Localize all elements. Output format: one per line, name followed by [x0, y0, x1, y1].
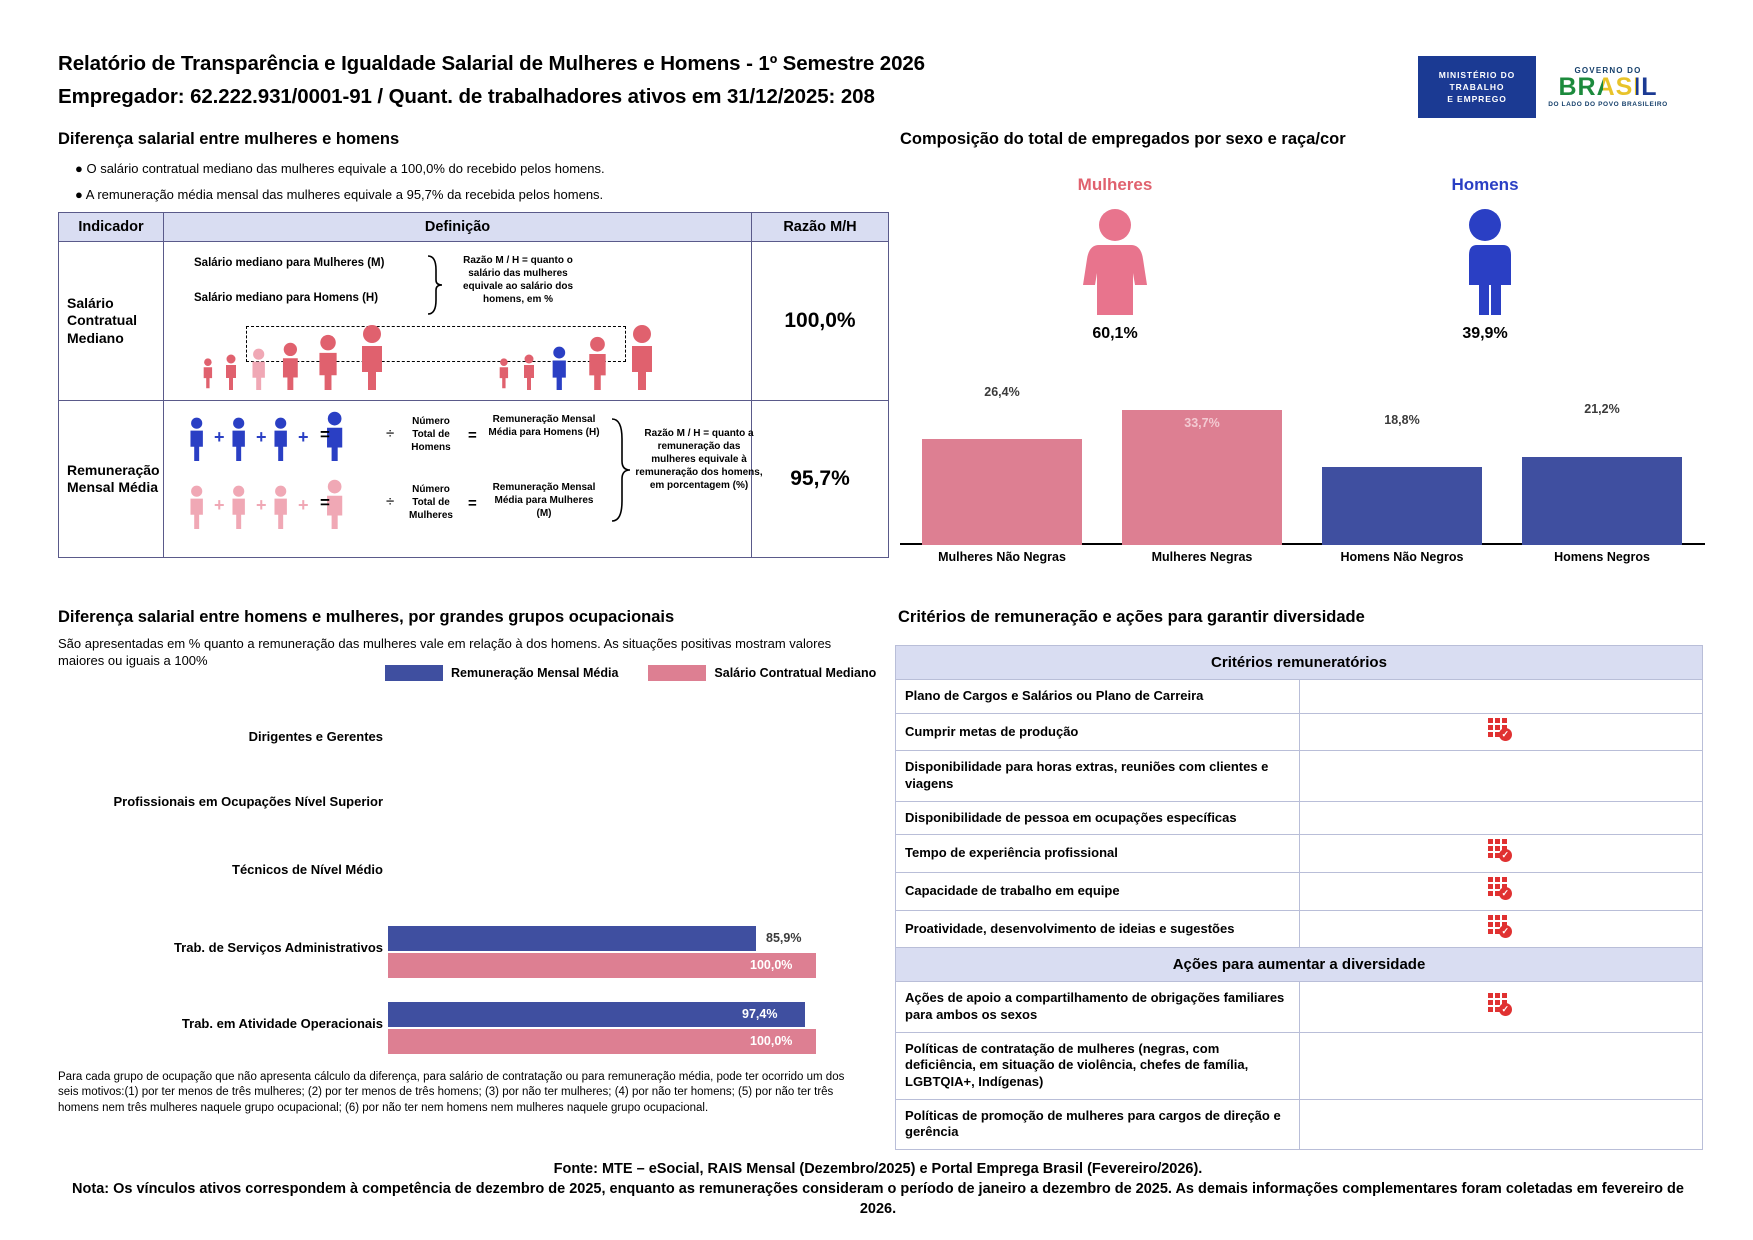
- occ-value-administrativos-salario: 100,0%: [750, 958, 793, 972]
- bar-label-homens-negros: Homens Negros: [1554, 550, 1650, 564]
- diversity-item-promocao: Políticas de promoção de mulheres para cargos de direção e gerência: [896, 1099, 1300, 1149]
- occ-label-operacionais: Trab. em Atividade Operacionais: [181, 1016, 383, 1031]
- brace-icon: [426, 254, 444, 316]
- criteria-header-row: [896, 646, 1703, 680]
- criteria-item-proatividade: Proatividade, desenvolvimento de ideias e sugestões: [896, 910, 1300, 948]
- divide-sign-women: ÷: [386, 493, 395, 510]
- women-figure: [955, 207, 1275, 315]
- criteria-item-plano-cargos: Plano de Cargos e Salários ou Plano de Carreira: [896, 680, 1300, 714]
- definition-diagram-2: [168, 405, 763, 553]
- table-row: [59, 242, 889, 401]
- criteria-mark-equipe: [1299, 872, 1703, 910]
- equals-sign-women: =: [320, 493, 330, 512]
- svg-text:+: +: [214, 427, 225, 447]
- occ-value-administrativos-remuneracao: 85,9%: [766, 931, 802, 945]
- government-logos: [1418, 56, 1680, 118]
- indicators-table-wrap: [58, 212, 888, 558]
- table-row: [896, 801, 1703, 835]
- gov-logo-bottom: DO LADO DO POVO BRASILEIRO: [1548, 101, 1668, 108]
- mte-logo-line3: E EMPREGO: [1447, 94, 1507, 105]
- people-icons-left: [198, 324, 448, 390]
- gov-brasil-logo: [1536, 56, 1680, 118]
- divide-sign-men: ÷: [386, 425, 395, 442]
- criteria-header-remuneration: Critérios remuneratórios: [896, 646, 1703, 680]
- legend-swatch-salario: [648, 665, 706, 681]
- occupational-subtitle: São apresentadas em % quanto a remuneração das mulheres vale em relação à dos homens. As situações positivas mostram valores maiores ou iguais a 100%: [58, 636, 832, 668]
- bar-label-homens-nao-negros: Homens Não Negros: [1340, 550, 1464, 564]
- man-icon: [1445, 207, 1525, 315]
- bullet-1: ● O salário contratual mediano das mulheres equivale a 100,0% do recebido pelos homens.: [75, 161, 605, 176]
- women-formula-icons: [188, 479, 358, 534]
- occ-row-dirigentes: [58, 725, 888, 757]
- ratio-remuneracao-media: 95,7%: [752, 401, 889, 558]
- criteria-mark-metas: [1299, 713, 1703, 751]
- occ-label-administrativos: Trab. de Serviços Administrativos: [173, 940, 383, 955]
- check-icon: ✓: [1488, 915, 1514, 939]
- composition-section-title: Composição do total de empregados por sexo e raça/cor: [900, 130, 1346, 148]
- table-row: [896, 910, 1703, 948]
- svg-text:+: +: [298, 427, 309, 447]
- men-figure: [1325, 207, 1645, 315]
- woman-icon: [1075, 207, 1155, 315]
- col-definicao: Definição: [164, 213, 752, 242]
- criteria-section-title: Critérios de remuneração e ações para garantir diversidade: [898, 608, 1365, 626]
- equals-sign-men: =: [320, 425, 330, 444]
- table-row: [896, 713, 1703, 751]
- women-icons-formula: [188, 479, 358, 529]
- mte-logo-line1: MINISTÉRIO DO: [1438, 69, 1516, 80]
- bar-value-homens-negros: 21,2%: [1584, 402, 1620, 416]
- men-divider-label: Número Total de Homens: [411, 416, 451, 453]
- criteria-item-equipe: Capacidade de trabalho em equipe: [896, 872, 1300, 910]
- criteria-item-metas: Cumprir metas de produção: [896, 713, 1300, 751]
- svg-text:+: +: [214, 495, 225, 515]
- def-note-2: Razão M / H = quanto a remuneração das mulheres equivale à remuneração dos homens, em porcentagem (%): [635, 428, 763, 491]
- left-section-title: Diferença salarial entre mulheres e homens: [58, 130, 400, 148]
- men-label: Homens: [1451, 175, 1519, 194]
- criteria-mark-plano-cargos: [1299, 680, 1703, 714]
- employer-subtitle: Empregador: 62.222.931/0001-91 / Quant. de trabalhadores ativos em 31/12/2025: 208: [58, 85, 875, 108]
- def-note-1: Razão M / H = quanto o salário das mulheres equivale ao salário dos homens, em %: [462, 255, 574, 305]
- gov-logo-top: GOVERNO DO: [1574, 66, 1642, 75]
- bar-homens-negros: [1522, 457, 1682, 545]
- check-icon: ✓: [1488, 993, 1514, 1017]
- bar-label-mulheres-negras: Mulheres Negras: [1151, 550, 1253, 564]
- criteria-header-diversity: Ações para aumentar a diversidade: [896, 948, 1703, 982]
- mte-logo: [1418, 56, 1536, 118]
- occupational-footnote: Para cada grupo de ocupação que não apresenta cálculo da diferença, para salário de contratação ou para remuneração média, pode ter ocorrido um dos seis motivos:(1) por ter menos de três mulheres; (2) por ter menos de três homens; (3) por não ter mulheres; (4) por não ter homens; (5) por não ter três homens nem três mulheres naquele grupo ocupacional; (6) por não ter nem homens nem mulheres naquele grupo ocupacional.: [58, 1071, 845, 1114]
- report-footer: [58, 1160, 1698, 1220]
- bullet-2-text: A remuneração média mensal das mulheres equivale a 95,7% da recebida pelos homens.: [85, 187, 604, 203]
- brace-icon-2: [610, 417, 632, 527]
- occ-value-operacionais-salario: 100,0%: [750, 1034, 793, 1048]
- criteria-item-horas-extras: Disponibilidade para horas extras, reuniões com clientes e viagens: [896, 751, 1300, 801]
- legend-label-remuneracao: Remuneração Mensal Média: [451, 666, 619, 680]
- table-header-row: [59, 213, 889, 242]
- bar-mulheres-nao-negras: [922, 439, 1082, 545]
- women-result-label: Remuneração Mensal Média para Mulheres (M): [492, 482, 596, 519]
- occ-row-tecnicos: [58, 858, 888, 890]
- footer-note: Nota: Os vínculos ativos correspondem à competência de dezembro de 2025, enquanto as remunerações consideram o período de janeiro a dezembro de 2025. As demais informações complementares foram coletadas em fevereiro de 2026.: [72, 1180, 1684, 1217]
- men-icons-formula: [188, 411, 358, 461]
- definition-remuneracao-media: [164, 401, 763, 558]
- women-label: Mulheres: [1077, 175, 1153, 194]
- indicator-remuneracao-media: Remuneração Mensal Média: [59, 401, 164, 558]
- people-icons-right: [494, 324, 724, 390]
- ratio-salario-mediano: 100,0%: [752, 242, 889, 401]
- table-row: [896, 751, 1703, 801]
- bullet-1-text: O salário contratual mediano das mulheres equivale a 100,0% do recebido pelos homens.: [86, 161, 605, 176]
- people-figures-group-left: [198, 324, 448, 395]
- women-divider-label: Número Total de Mulheres: [409, 484, 453, 521]
- def-line-1: Salário mediano para Mulheres (M): [194, 257, 385, 269]
- table-row: [896, 872, 1703, 910]
- table-row: [896, 1032, 1703, 1099]
- people-figures-group-right: [494, 324, 724, 395]
- occupational-legend: [385, 665, 876, 681]
- men-formula-icons: [188, 411, 358, 466]
- page-title: Relatório de Transparência e Igualdade Salarial de Mulheres e Homens - 1º Semestre 2026: [58, 52, 925, 75]
- bar-label-mulheres-nao-negras: Mulheres Não Negras: [938, 550, 1066, 564]
- bullet-2: ● A remuneração média mensal das mulheres equivale a 95,7% da recebida pelos homens.: [75, 187, 604, 203]
- svg-text:+: +: [256, 495, 267, 515]
- definition-salario-mediano: [164, 242, 752, 401]
- diversity-item-apoio-familiar: Ações de apoio a compartilhamento de obrigações familiares para ambos os sexos: [896, 982, 1300, 1032]
- criteria-item-experiencia: Tempo de experiência profissional: [896, 835, 1300, 873]
- col-indicador: Indicador: [59, 213, 164, 242]
- legend-swatch-remuneracao: [385, 665, 443, 681]
- diversity-mark-contratacao: [1299, 1032, 1703, 1099]
- diversity-mark-promocao: [1299, 1099, 1703, 1149]
- table-row: [59, 401, 889, 558]
- mte-logo-line2: TRABALHO: [1449, 81, 1505, 92]
- summary-bullets: [75, 162, 605, 215]
- svg-text:+: +: [256, 427, 267, 447]
- table-row: [896, 1099, 1703, 1149]
- table-row: [896, 835, 1703, 873]
- bar-value-mulheres-negras: 33,7%: [1184, 416, 1220, 430]
- def-line-2: Salário mediano para Homens (H): [194, 292, 379, 304]
- occ-label-dirigentes: Dirigentes e Gerentes: [248, 729, 383, 744]
- occ-value-operacionais-remuneracao: 97,4%: [742, 1007, 778, 1021]
- equals-sign-men-2: =: [468, 427, 477, 444]
- table-row: [896, 982, 1703, 1032]
- men-percentage: 39,9%: [1462, 325, 1508, 342]
- check-icon: ✓: [1488, 877, 1514, 901]
- diversity-header-row: [896, 948, 1703, 982]
- diversity-item-contratacao: Políticas de contratação de mulheres (negras, com deficiência, em situação de violência, chefes de família, LGBTQIA+, Indígenas): [896, 1032, 1300, 1099]
- indicator-salario-mediano: Salário Contratual Mediano: [59, 242, 164, 401]
- legend-label-salario: Salário Contratual Mediano: [714, 666, 877, 680]
- bar-mulheres-negras: [1122, 410, 1282, 545]
- occupational-section-title: Diferença salarial entre homens e mulheres, por grandes grupos ocupacionais: [58, 608, 675, 626]
- criteria-mark-experiencia: [1299, 835, 1703, 873]
- women-percentage: 60,1%: [1092, 325, 1138, 342]
- occ-label-profissionais: Profissionais em Ocupações Nível Superior: [113, 794, 383, 809]
- criteria-item-ocupacoes-especificas: Disponibilidade de pessoa em ocupações específicas: [896, 801, 1300, 835]
- criteria-mark-proatividade: [1299, 910, 1703, 948]
- report-header: [58, 52, 1418, 109]
- criteria-table: [895, 645, 1703, 1150]
- check-icon: ✓: [1488, 839, 1514, 863]
- svg-text:+: +: [298, 495, 309, 515]
- occ-row-administrativos: [58, 926, 888, 982]
- criteria-tables: [895, 645, 1703, 1150]
- footer-source: Fonte: MTE – eSocial, RAIS Mensal (Dezembro/2025) e Portal Emprega Brasil (Fevereiro/2026).: [553, 1161, 1203, 1177]
- definition-diagram-1: [168, 246, 747, 396]
- table-row: [896, 680, 1703, 714]
- bar-homens-nao-negros: [1322, 467, 1482, 545]
- occ-row-operacionais: [58, 1002, 888, 1058]
- occ-row-profissionais: [58, 790, 888, 822]
- occ-label-tecnicos: Técnicos de Nível Médio: [232, 862, 383, 877]
- occ-bar-administrativos-remuneracao: [388, 926, 756, 951]
- indicators-table: [58, 212, 889, 558]
- diversity-mark-apoio-familiar: [1299, 982, 1703, 1032]
- bar-value-mulheres-nao-negras: 26,4%: [984, 385, 1020, 399]
- col-razao: Razão M/H: [752, 213, 889, 242]
- men-result-label: Remuneração Mensal Média para Homens (H): [488, 414, 600, 438]
- gov-logo-main: BRASIL: [1558, 73, 1658, 101]
- bar-value-homens-nao-negros: 18,8%: [1384, 413, 1420, 427]
- criteria-mark-ocupacoes-especificas: [1299, 801, 1703, 835]
- equals-sign-women-2: =: [468, 495, 477, 512]
- check-icon: ✓: [1488, 718, 1514, 742]
- criteria-mark-horas-extras: [1299, 751, 1703, 801]
- race-sex-bar-chart: [900, 370, 1705, 564]
